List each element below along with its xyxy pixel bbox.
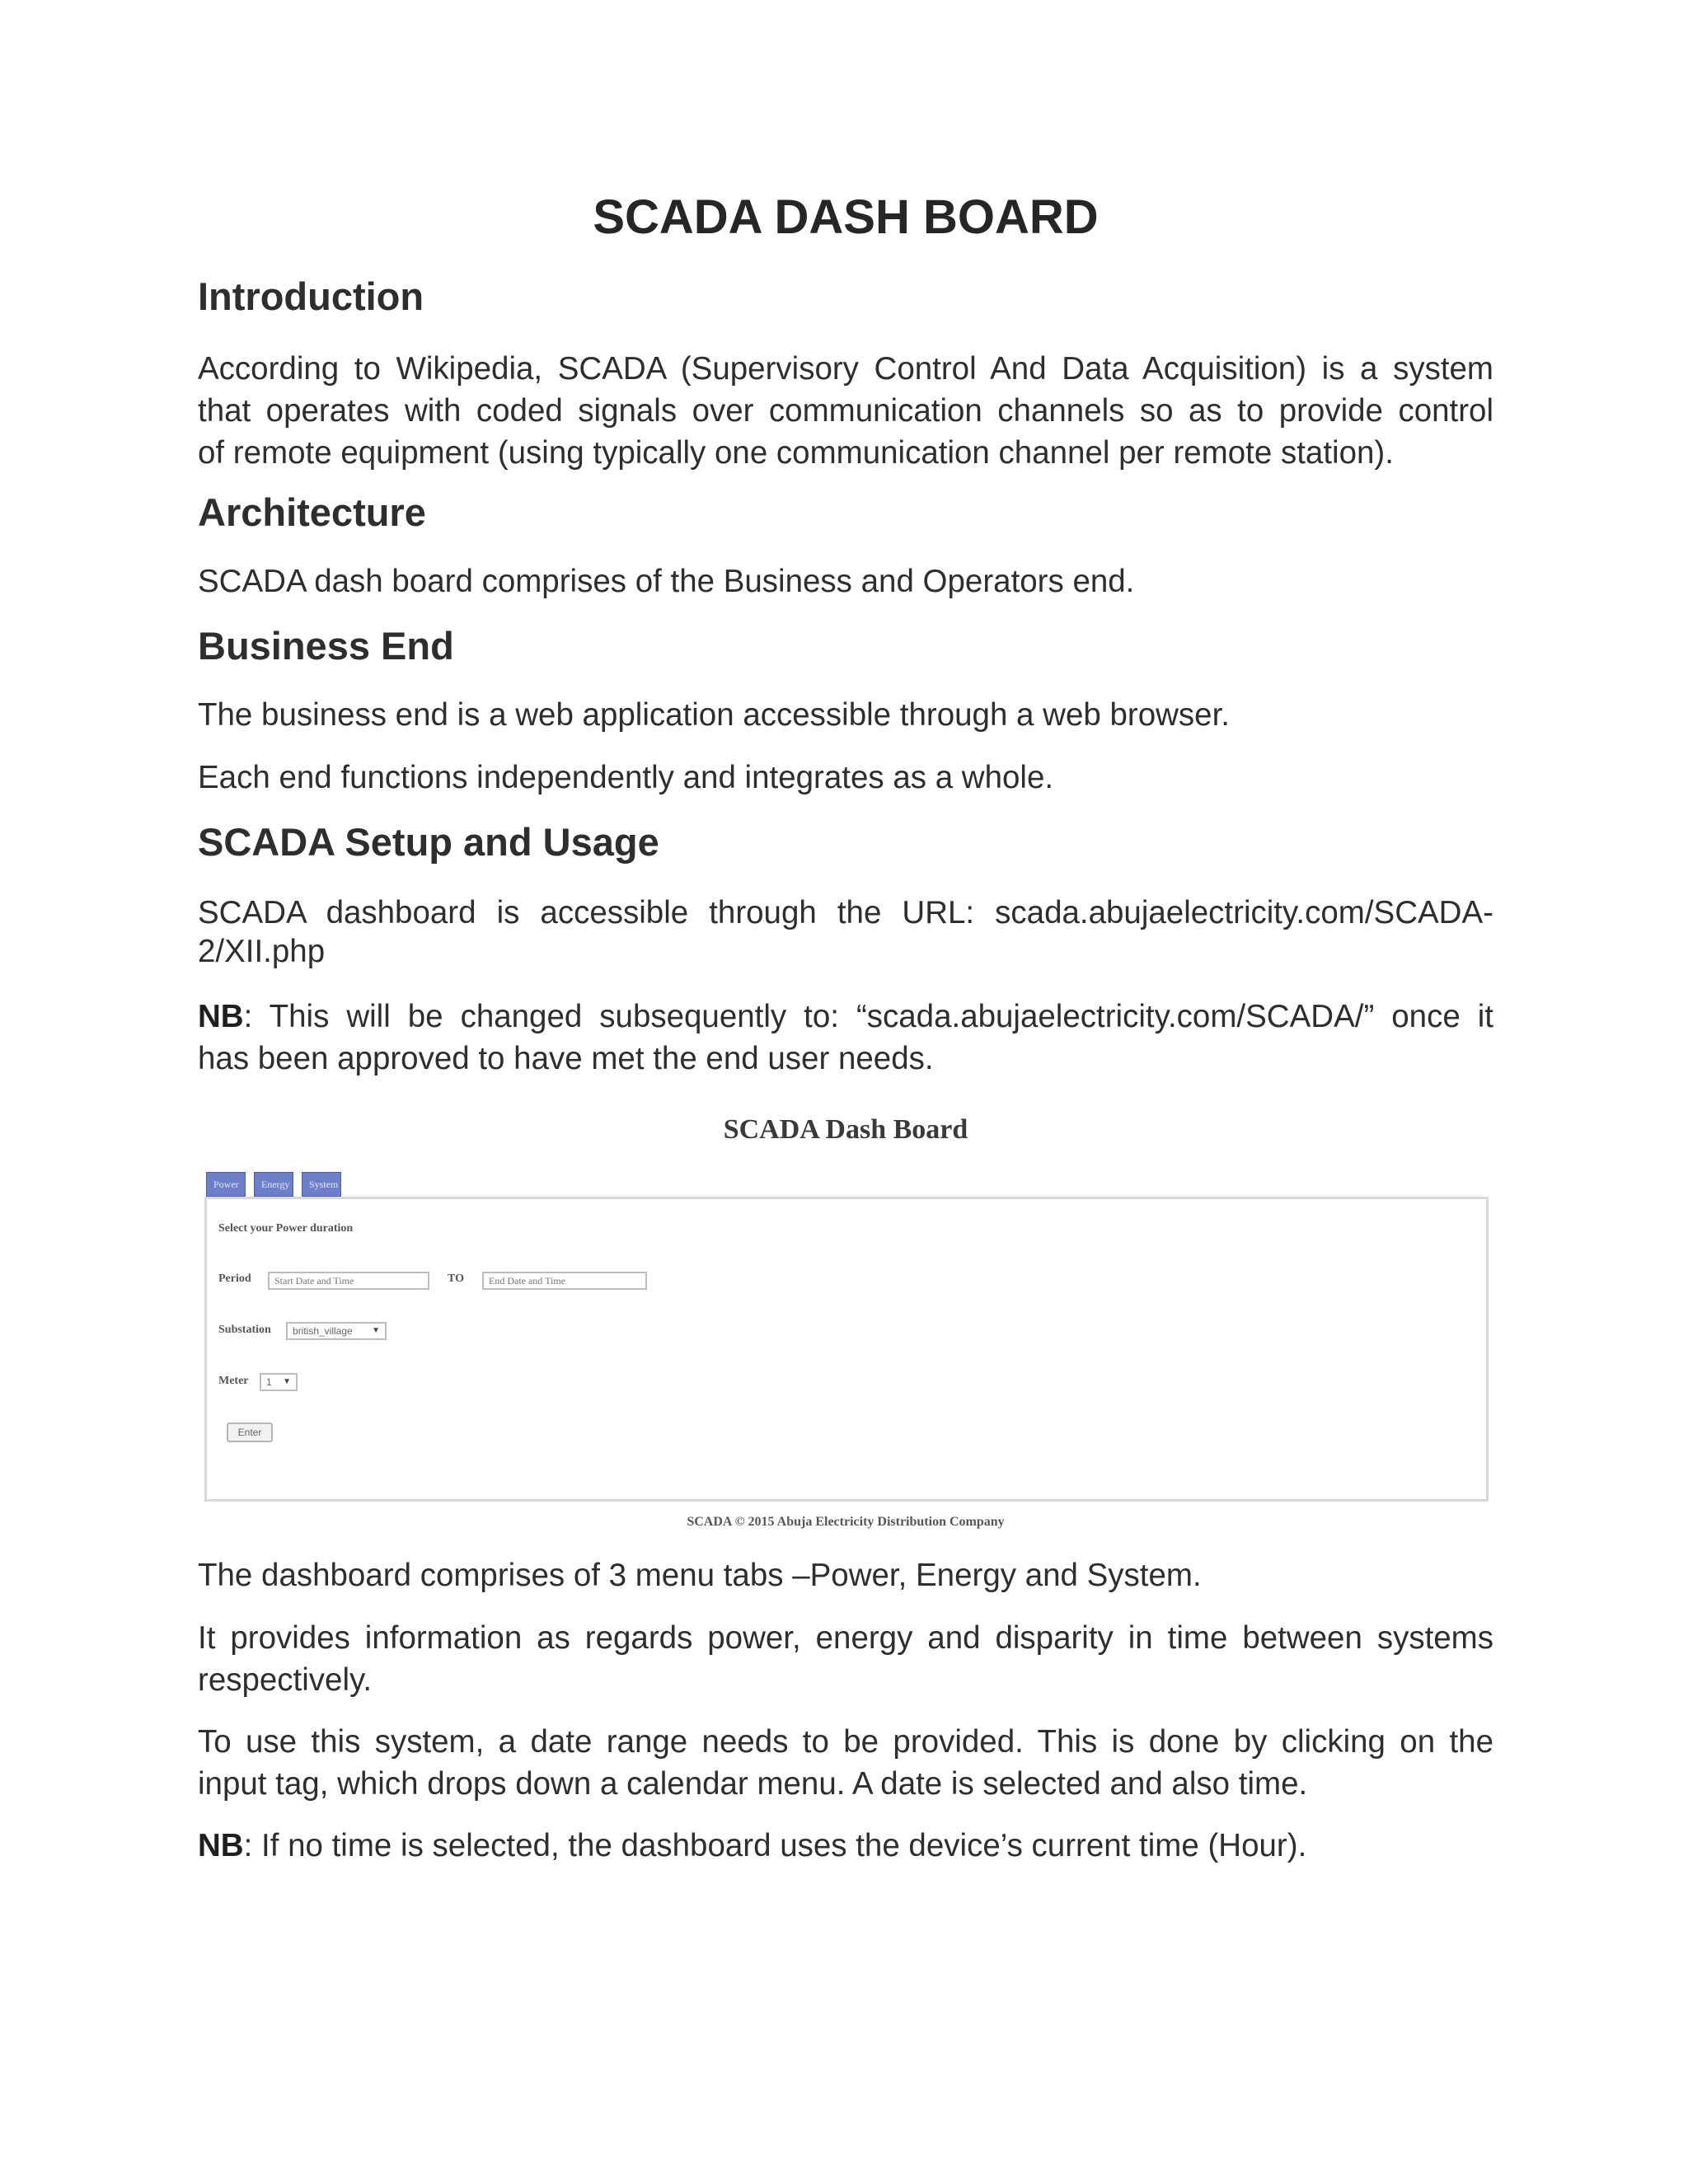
caret-down-icon: ▼ — [372, 1326, 380, 1335]
to-label: TO — [448, 1272, 464, 1285]
paragraph-usage — [198, 1721, 1493, 1805]
paragraph-info — [198, 1617, 1493, 1701]
start-date-input[interactable] — [268, 1272, 429, 1290]
nb1-line-1 — [198, 996, 1493, 1038]
meter-value: 1 — [266, 1376, 272, 1388]
heading-business-end: Business End — [198, 624, 454, 668]
paragraph-url — [198, 892, 1493, 970]
dashboard-footer: SCADA © 2015 Abuja Electricity Distribution Company — [687, 1515, 1005, 1529]
intro-line-3: of remote equipment (using typically one communication channel per remote station). — [198, 435, 1394, 471]
nb1-text: : This will be changed subsequently to: “scada.abujaelectricity.com/SCADA/” once it — [243, 999, 1493, 1034]
dashboard-panel — [204, 1197, 1489, 1502]
use-line-1: To use this system, a date range needs to be provided. This is done by clicking on the — [198, 1724, 1493, 1760]
tab-system[interactable]: System — [302, 1172, 341, 1197]
nb2-label: NB — [198, 1828, 244, 1863]
info-line-2: respectively. — [198, 1662, 373, 1698]
dashboard-tabs — [206, 1172, 341, 1197]
caret-down-icon: ▼ — [283, 1377, 291, 1386]
paragraph-introduction — [198, 348, 1493, 474]
end-date-input[interactable] — [482, 1272, 647, 1290]
paragraph-business-end-1: The business end is a web application accessible through a web browser. — [198, 697, 1230, 733]
tab-energy[interactable]: Energy — [254, 1172, 293, 1197]
enter-button[interactable]: Enter — [227, 1422, 273, 1442]
nb1-label: NB — [198, 999, 244, 1034]
paragraph-architecture: SCADA dash board comprises of the Business and Operators end. — [198, 564, 1135, 599]
url-line-2: 2/XII.php — [198, 934, 326, 969]
heading-introduction: Introduction — [198, 274, 424, 318]
duration-prompt: Select your Power duration — [218, 1222, 354, 1235]
nb2-text: : If no time is selected, the dashboard uses the device’s current time (Hour). — [243, 1828, 1307, 1863]
paragraph-nb-2 — [198, 1825, 1493, 1867]
url-line-1: SCADA dashboard is accessible through the URL: scada.abujaelectricity.com/SCADA- — [198, 895, 1493, 930]
document-title: SCADA DASH BOARD — [593, 190, 1099, 244]
heading-setup-usage: SCADA Setup and Usage — [198, 820, 659, 864]
use-line-2: input tag, which drops down a calendar menu. A date is selected and also time. — [198, 1766, 1308, 1802]
intro-line-1: According to Wikipedia, SCADA (Supervisory Control And Data Acquisition) is a system — [198, 351, 1493, 387]
nb1-line-2: has been approved to have met the end user needs. — [198, 1041, 934, 1076]
meter-label: Meter — [218, 1375, 249, 1387]
intro-line-2: that operates with coded signals over communication channels so as to provide control — [198, 393, 1493, 429]
paragraph-business-end-2: Each end functions independently and integrates as a whole. — [198, 760, 1054, 795]
substation-select[interactable] — [286, 1322, 387, 1340]
dashboard-screenshot — [198, 1104, 1493, 1549]
meter-select[interactable] — [260, 1373, 298, 1391]
tab-power[interactable]: Power — [206, 1172, 246, 1197]
paragraph-menu-tabs: The dashboard comprises of 3 menu tabs –Power, Energy and System. — [198, 1558, 1202, 1593]
heading-architecture: Architecture — [198, 490, 426, 534]
dashboard-title: SCADA Dash Board — [723, 1114, 968, 1145]
substation-value: british_village — [293, 1325, 353, 1337]
substation-label: Substation — [218, 1324, 271, 1336]
period-label: Period — [218, 1272, 251, 1285]
info-line-1: It provides information as regards power, energy and disparity in time between systems — [198, 1620, 1493, 1656]
paragraph-nb-1 — [198, 996, 1493, 1080]
